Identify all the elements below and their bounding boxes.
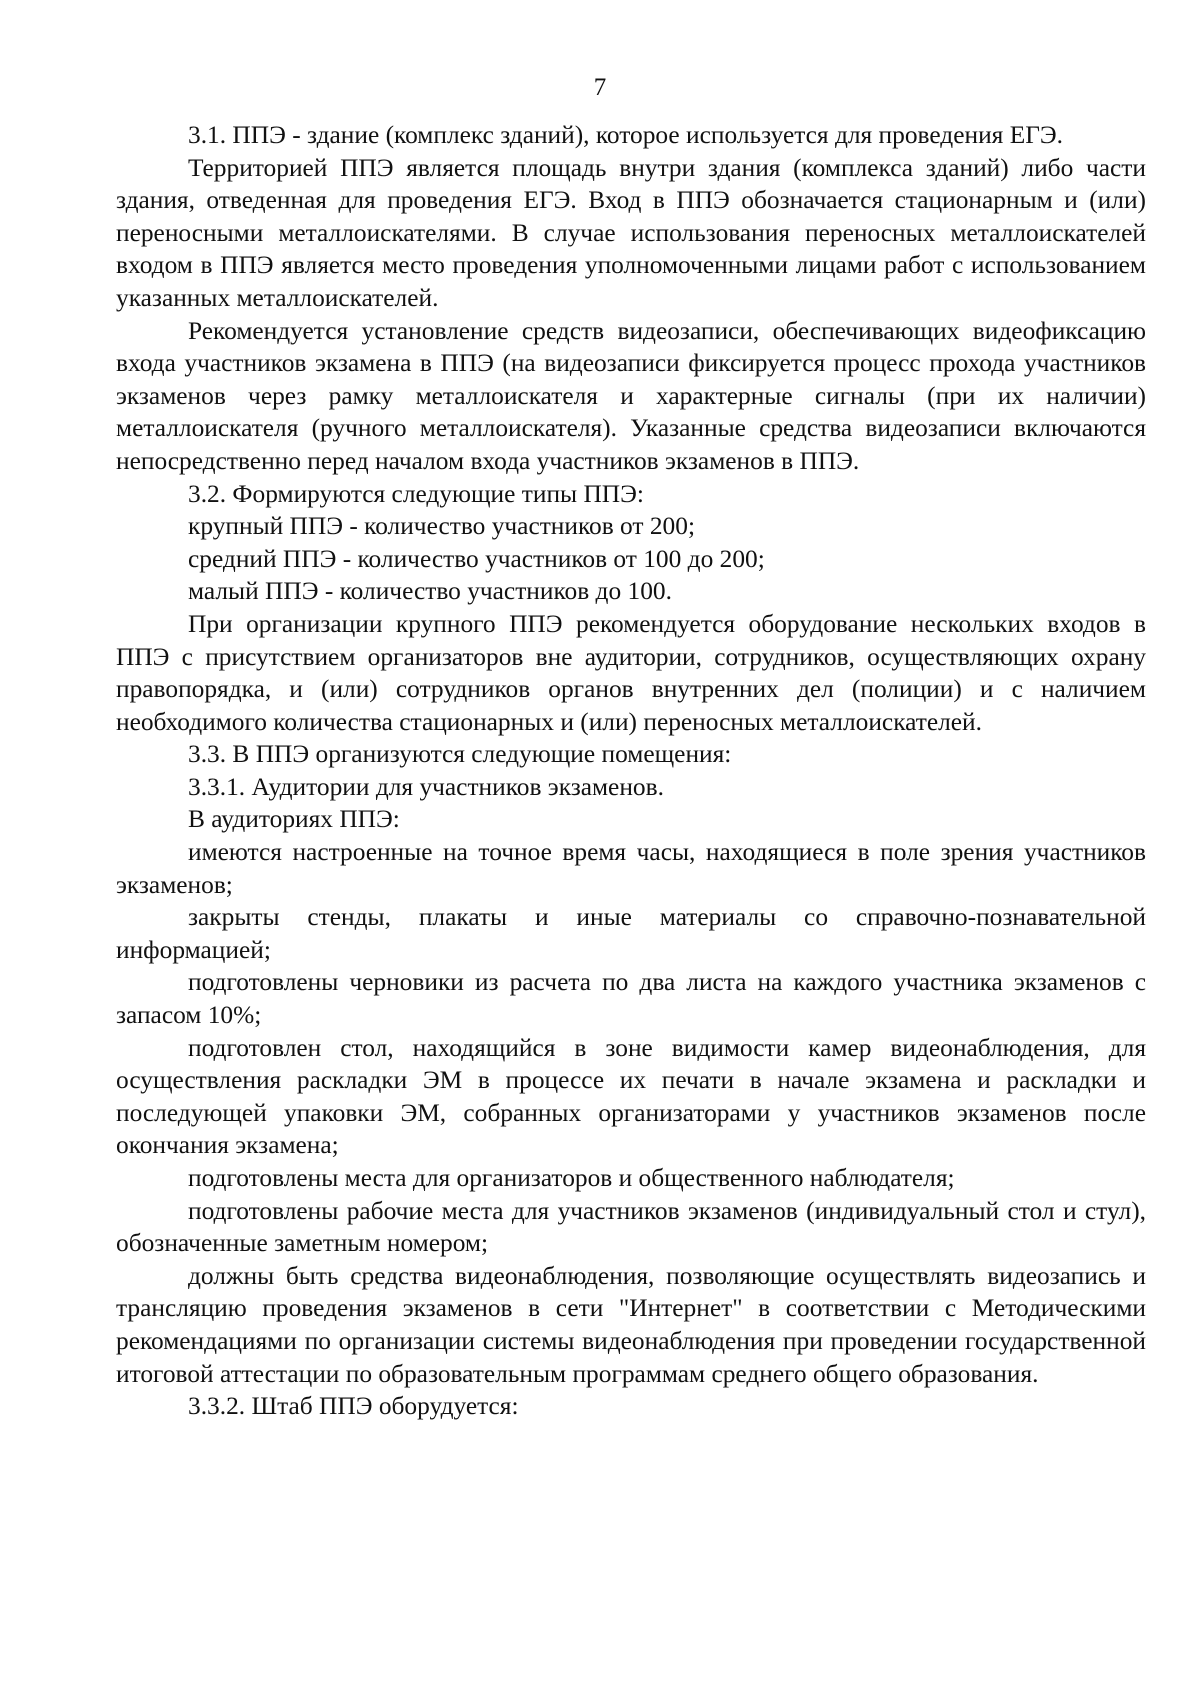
document-body	[116, 119, 1146, 1423]
list-item-drafts: подготовлены черновики из расчета по два листа на каждого участника экзаменов с запасом 10%;	[116, 968, 1146, 1030]
list-item-table: подготовлен стол, находящийся в зоне видимости камер видеонаблюдения, для осуществления раскладки ЭМ в процессе их печати в начале экзамена и раскладки и последующей упаковки ЭМ, собранных организаторами у участников экзаменов после окончания экзамена;	[116, 1033, 1146, 1160]
page-number: 7	[593, 74, 607, 101]
list-item-large-ppe: крупный ППЭ - количество участников от 200;	[188, 512, 696, 541]
list-item-medium-ppe: средний ППЭ - количество участников от 100 до 200;	[188, 544, 765, 573]
list-item-workplaces: подготовлены рабочие места для участников экзаменов (индивидуальный стол и стул), обозначенные заметным номером;	[116, 1196, 1146, 1258]
list-item-small-ppe: малый ППЭ - количество участников до 100.	[188, 577, 672, 606]
paragraph-3-3-2: 3.3.2. Штаб ППЭ оборудуется:	[188, 1392, 519, 1421]
list-item-video-surveillance: должны быть средства видеонаблюдения, позволяющие осуществлять видеозапись и трансляцию проведения экзаменов в сети "Интернет" в соответствии с Методическими рекомендациями по организации системы видеонаблюдения при проведении государственной итоговой аттестации по образовательным программам среднего общего образования.	[116, 1261, 1146, 1388]
paragraph-3-3: 3.3. В ППЭ организуются следующие помещения:	[188, 740, 732, 769]
paragraph-3-2: 3.2. Формируются следующие типы ППЭ:	[188, 479, 644, 508]
list-item-organizer-places: подготовлены места для организаторов и общественного наблюдателя;	[188, 1164, 955, 1192]
paragraph-video-recording: Рекомендуется установление средств видеозаписи, обеспечивающих видеофиксацию входа участников экзамена в ППЭ (на видеозаписи фиксируется процесс прохода участников экзаменов через рамку металлоискателя и характерные сигналы (при их наличии) металлоискателя (ручного металлоискателя). Указанные средства видеозаписи включаются непосредственно перед началом входа участников экзаменов в ППЭ.	[116, 316, 1146, 475]
paragraph-territory: Территорией ППЭ является площадь внутри здания (комплекса зданий) либо части здания, отведенная для проведения ЕГЭ. Вход в ППЭ обозначается стационарным и (или) переносными металлоискателями. В случае использования переносных металлоискателей входом в ППЭ является место проведения уполномоченными лицами работ с использованием указанных металлоискателей.	[116, 153, 1146, 312]
paragraph-3-1: 3.1. ППЭ - здание (комплекс зданий), которое используется для проведения ЕГЭ.	[188, 121, 1063, 149]
paragraph-3-3-1: 3.3.1. Аудитории для участников экзаменов.	[188, 772, 664, 801]
list-item-stands-closed: закрыты стенды, плакаты и иные материалы со справочно-познавательной информацией;	[116, 903, 1146, 964]
paragraph-large-ppe-entrances: При организации крупного ППЭ рекомендуется оборудование нескольких входов в ППЭ с присутствием организаторов вне аудитории, сотрудников, осуществляющих охрану правопорядка, и (или) сотрудников органов внутренних дел (полиции) и с наличием необходимого количества стационарных и (или) переносных металлоискателей.	[116, 609, 1146, 736]
paragraph-auditoriums-intro: В аудиториях ППЭ:	[188, 805, 400, 834]
list-item-clocks: имеются настроенные на точное время часы, находящиеся в поле зрения участников экзаменов;	[116, 838, 1146, 899]
